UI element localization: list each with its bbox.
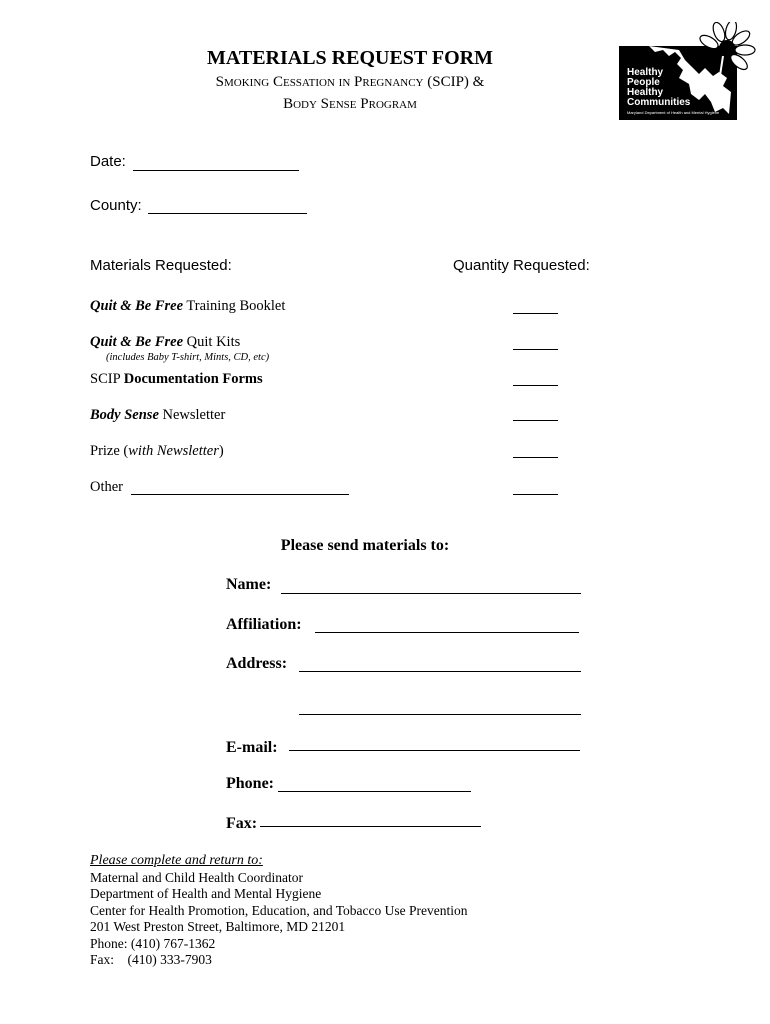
item-training-booklet [90,298,285,315]
item-documentation-forms-prefix: SCIP [90,371,124,387]
phone-field[interactable] [278,791,471,792]
item-prize-prefix: Prize ( [90,443,129,459]
email-field[interactable] [289,750,580,751]
return-heading: Please complete and return to: [90,853,263,868]
logo-text-line2: People [627,77,660,88]
name-label: Name: [226,576,272,593]
item-newsletter-em: Body Sense [90,407,159,423]
fax-field[interactable] [260,826,481,827]
form-subtitle-line2: Body Sense Program [283,96,417,112]
return-line-fax: Fax: (410) 333-7903 [90,952,212,967]
item-quit-kits-em: Quit & Be Free [90,334,184,350]
quantity-field-prize[interactable] [513,457,558,458]
return-line-center: Center for Health Promotion, Education, and Tobacco Use Prevention [90,902,468,918]
phone-label: Phone: [226,775,274,792]
logo-text-line1: Healthy [627,67,664,78]
fax-label: Fax: [226,815,258,832]
item-prize-close: ) [218,443,224,459]
county-field[interactable] [148,213,307,214]
form-title: MATERIALS REQUEST FORM [207,47,493,69]
return-line-phone: Phone: (410) 767-1362 [90,935,216,951]
item-training-booklet-em: Quit & Be Free [90,298,184,314]
address-field-line2[interactable] [299,714,581,715]
item-prize [90,443,224,460]
quantity-field-documentation-forms[interactable] [513,385,558,386]
affiliation-label: Affiliation: [226,616,302,633]
address-label: Address: [226,655,288,672]
item-quit-kits [90,334,240,351]
quantity-field-quit-kits[interactable] [513,349,558,350]
logo-tagline: Maryland Department of Health and Mental Hygiene [627,110,720,115]
email-label: E-mail: [226,739,278,756]
return-line-street: 201 West Preston Street, Baltimore, MD 21201 [90,919,346,934]
item-newsletter-text: Newsletter [158,407,226,423]
item-other [90,479,123,496]
item-other-label: Other [90,479,124,495]
quantity-field-other[interactable] [513,494,558,495]
date-label: Date: [90,153,126,170]
date-field[interactable] [133,170,299,171]
send-materials-heading: Please send materials to: [280,537,450,554]
logo-text-line3: Healthy [627,87,664,98]
affiliation-field[interactable] [315,632,579,633]
item-quit-kits-text: Quit Kits [183,334,241,350]
item-training-booklet-text: Training Booklet [183,298,286,314]
item-documentation-forms [90,371,263,388]
return-line-department: Department of Health and Mental Hygiene [90,886,322,901]
county-label: County: [90,197,142,214]
address-field-line1[interactable] [299,671,581,672]
return-line-coordinator: Maternal and Child Health Coordinator [90,869,303,885]
quantity-field-training-booklet[interactable] [513,313,558,314]
quantity-field-newsletter[interactable] [513,420,558,421]
return-address [90,853,467,969]
name-field[interactable] [281,593,581,594]
item-prize-italic: with Newsletter [128,443,219,459]
other-description-field[interactable] [131,494,349,495]
item-newsletter [90,407,225,424]
quantity-column-header: Quantity Requested: [453,257,590,274]
item-documentation-forms-bold: Documentation Forms [123,371,263,387]
form-subtitle-line1: Smoking Cessation in Pregnancy (SCIP) & [215,74,485,90]
item-quit-kits-note: (includes Baby T-shirt, Mints, CD, etc) [106,352,270,363]
healthy-people-logo [619,22,759,122]
logo-text-line4: Communities [627,97,691,108]
materials-column-header: Materials Requested: [90,257,232,274]
